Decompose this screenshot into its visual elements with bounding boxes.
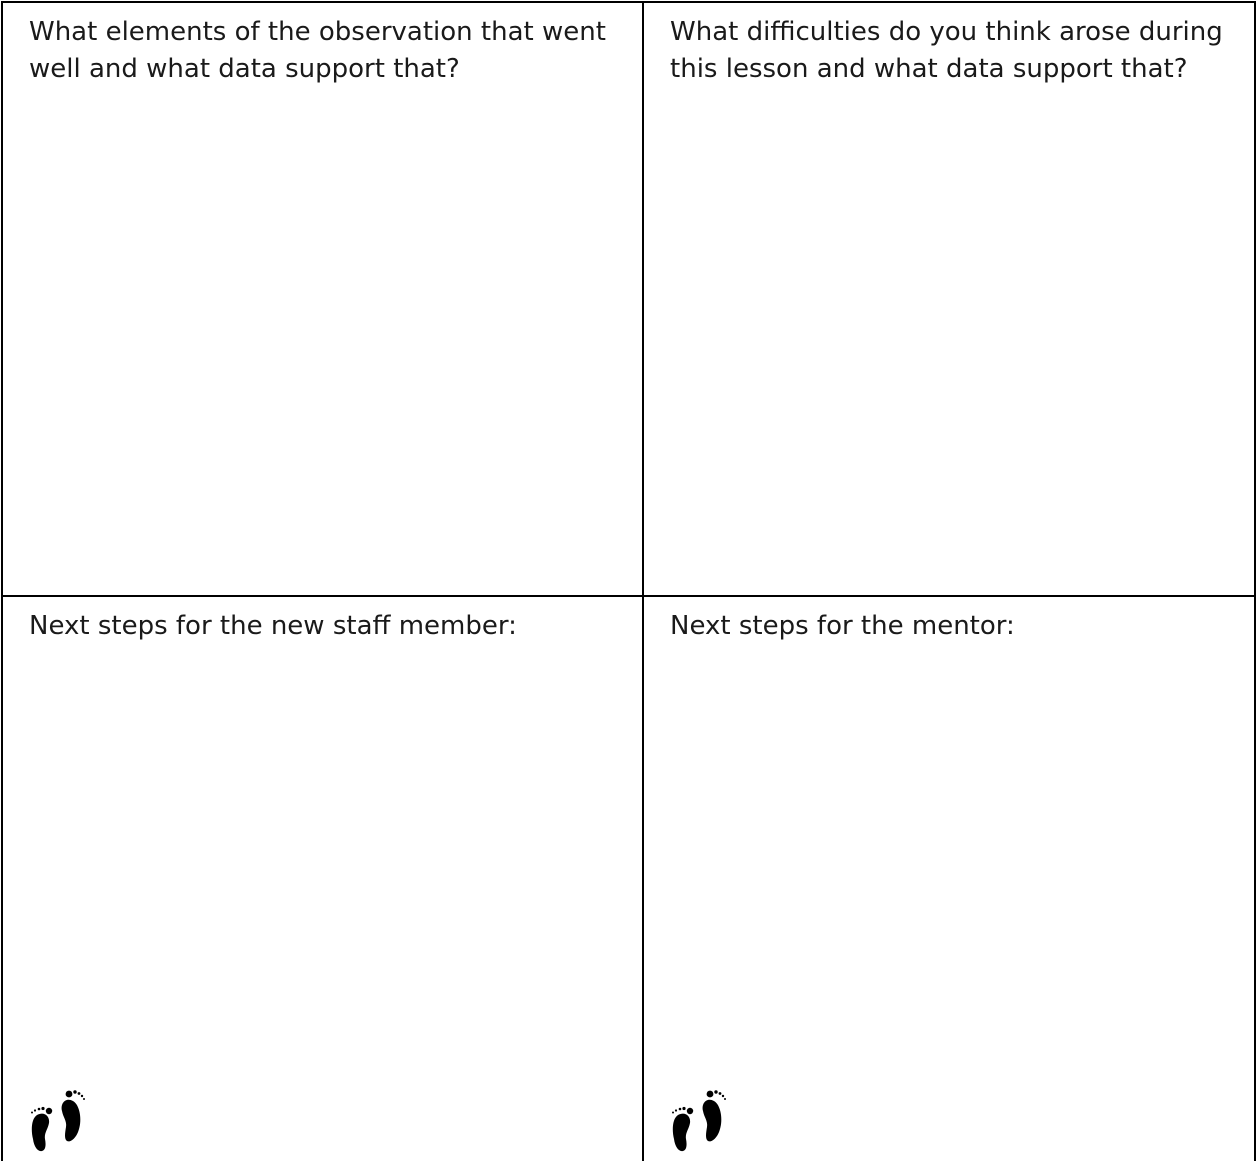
cell-next-steps-staff	[2, 596, 643, 1161]
cell-difficulties	[643, 2, 1255, 596]
went-well-answer-area[interactable]	[3, 3, 642, 595]
grid-row-bottom	[2, 596, 1255, 1161]
next-steps-mentor-prompt: Next steps for the mentor:	[670, 611, 1015, 641]
cell-went-well	[2, 2, 643, 596]
difficulties-prompt: What difficulties do you think arose during this lesson and what data support that?	[670, 17, 1223, 84]
went-well-prompt: What elements of the observation that went well and what data support that?	[29, 17, 606, 84]
reflection-grid	[1, 1, 1256, 1161]
footprints-icon	[27, 1081, 107, 1153]
next-steps-staff-prompt: Next steps for the new staff member:	[29, 611, 517, 641]
difficulties-answer-area[interactable]	[644, 3, 1254, 595]
grid-row-top	[2, 2, 1255, 596]
next-steps-mentor-answer-area[interactable]	[644, 597, 1254, 1161]
next-steps-staff-answer-area[interactable]	[3, 597, 642, 1161]
cell-next-steps-mentor	[643, 596, 1255, 1161]
footprints-icon	[668, 1081, 748, 1153]
